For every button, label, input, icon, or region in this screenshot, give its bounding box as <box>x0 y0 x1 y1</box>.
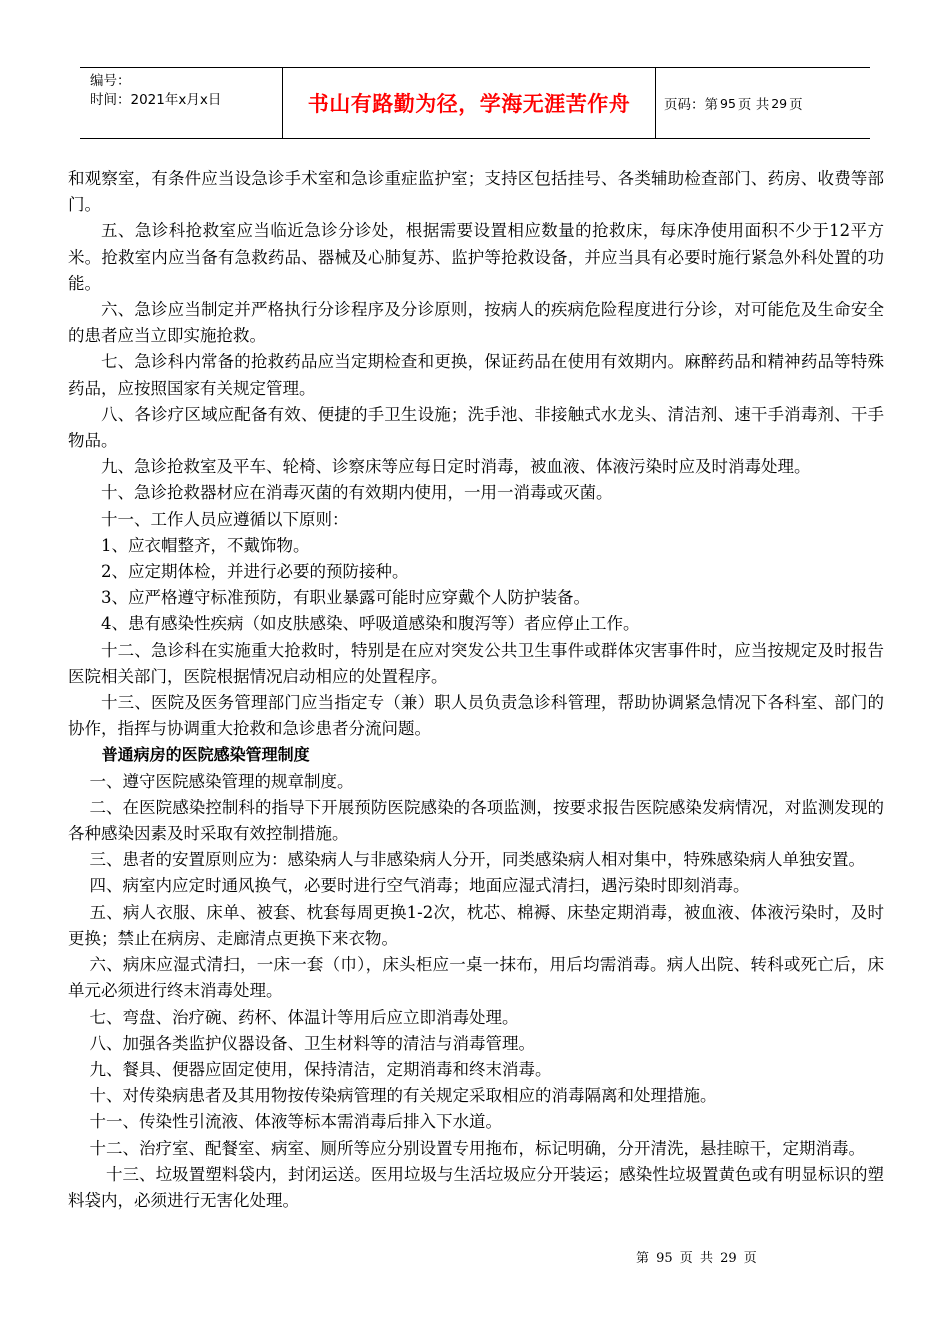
paragraph: 七、弯盘、治疗碗、药杯、体温计等用后应立即消毒处理。 <box>89 1007 519 1027</box>
paragraph: 七、急诊科内常备的抢救药品应当定期检查和更换，保证药品在使用有效期内。麻醉药品和精神药品等特殊药品，应按照国家有关规定管理。 <box>68 352 884 398</box>
code-label: 编号： <box>90 73 131 89</box>
paragraph: 十、急诊抢救器材应在消毒灭菌的有效期内使用，一用一消毒或灭菌。 <box>101 483 613 503</box>
page-prefix: 页码：第 <box>664 97 718 113</box>
document-body <box>68 166 884 1214</box>
list-item: 4、患有感染性疾病（如皮肤感染、呼吸道感染和腹泻等）者应停止工作。 <box>101 614 640 634</box>
paragraph: 九、急诊抢救室及平车、轮椅、诊察床等应每日定时消毒，被血液、体液污染时应及时消毒处理。 <box>101 457 811 477</box>
paragraph: 十二、急诊科在实施重大抢救时，特别是在应对突发公共卫生事件或群体灾害事件时，应当按规定及时报告医院相关部门，医院根据情况启动相应的处置程序。 <box>68 640 884 686</box>
page-suffix: 页 <box>789 97 803 113</box>
page-header <box>80 67 870 139</box>
list-item: 3、应严格遵守标准预防，有职业暴露可能时应穿戴个人防护装备。 <box>101 588 590 608</box>
paragraph: 十一、传染性引流液、体液等标本需消毒后排入下水道。 <box>89 1112 502 1132</box>
paragraph: 十三、垃圾置塑料袋内，封闭运送。医用垃圾与生活垃圾应分开装运；感染性垃圾置黄色或有明显标识的塑料袋内，必须进行无害化处理。 <box>68 1164 884 1210</box>
paragraph: 十、对传染病患者及其用物按传染病管理的有关规定采取相应的消毒隔离和处理措施。 <box>89 1086 717 1106</box>
paragraph: 六、急诊应当制定并严格执行分诊程序及分诊原则，按病人的疾病危险程度进行分诊，对可能危及生命安全的患者应当立即实施抢救。 <box>68 300 884 346</box>
header-motto: 书山有路勤为径，学海无涯苦作舟 <box>282 68 656 138</box>
paragraph: 十一、工作人员应遵循以下原则： <box>101 509 349 529</box>
page-number: 95 <box>720 95 736 111</box>
paragraph: 十三、医院及医务管理部门应当指定专（兼）职人员负责急诊科管理，帮助协调紧急情况下各科室、部门的协作，指挥与协调重大抢救和急诊患者分流问题。 <box>68 693 884 739</box>
paragraph: 八、各诊疗区域应配备有效、便捷的手卫生设施；洗手池、非接触式水龙头、清洁剂、速干手消毒剂、干手物品。 <box>68 404 884 451</box>
paragraph: 和观察室，有条件应当设急诊手术室和急诊重症监护室；支持区包括挂号、各类辅助检查部门、药房、收费等部门。 <box>68 169 884 215</box>
page-footer: 第 95 页 共 29 页 <box>636 1251 757 1266</box>
paragraph: 二、在医院感染控制科的指导下开展预防医院感染的各项监测，按要求报告医院感染发病情况，对监测发现的各种感染因素及时采取有效控制措施。 <box>68 797 884 844</box>
header-page-info <box>656 68 870 138</box>
page-total: 29 <box>771 95 788 111</box>
paragraph: 五、急诊科抢救室应当临近急诊分诊处，根据需要设置相应数量的抢救床，每床净使用面积不少于12平方米。抢救室内应当备有急救药品、器械及心肺复苏、监护等抢救设备，并应当具有必要时施行紧急外科处置的功能。 <box>68 221 884 293</box>
list-item: 2、应定期体检，并进行必要的预防接种。 <box>101 562 409 582</box>
paragraph: 八、加强各类监护仪器设备、卫生材料等的清洁与消毒管理。 <box>89 1033 535 1053</box>
section-heading: 普通病房的医院感染管理制度 <box>101 745 310 765</box>
paragraph: 四、病室内应定时通风换气，必要时进行空气消毒；地面应湿式清扫，遇污染时即刻消毒。 <box>89 876 750 896</box>
header-meta <box>80 68 282 138</box>
time-label: 时间：2021年x月x日 <box>90 92 222 108</box>
paragraph: 五、病人衣服、床单、被套、枕套每周更换1-2次，枕芯、棉褥、床垫定期消毒，被血液、体液污染时，及时更换；禁止在病房、走廊清点更换下来衣物。 <box>68 902 884 948</box>
page-mid: 页 共 <box>737 97 770 113</box>
paragraph: 九、餐具、便器应固定使用，保持清洁，定期消毒和终末消毒。 <box>89 1059 552 1079</box>
paragraph: 三、患者的安置原则应为：感染病人与非感染病人分开，同类感染病人相对集中，特殊感染病人单独安置。 <box>89 850 865 870</box>
list-item: 1、应衣帽整齐，不戴饰物。 <box>101 535 310 555</box>
paragraph: 十二、治疗室、配餐室、病室、厕所等应分别设置专用拖布，标记明确，分开清洗，悬挂晾干，定期消毒。 <box>89 1138 865 1158</box>
paragraph: 一、遵守医院感染管理的规章制度。 <box>89 771 354 791</box>
paragraph: 六、病床应湿式清扫，一床一套（巾），床头柜应一桌一抹布，用后均需消毒。病人出院、转科或死亡后，床单元必须进行终末消毒处理。 <box>68 955 884 1001</box>
